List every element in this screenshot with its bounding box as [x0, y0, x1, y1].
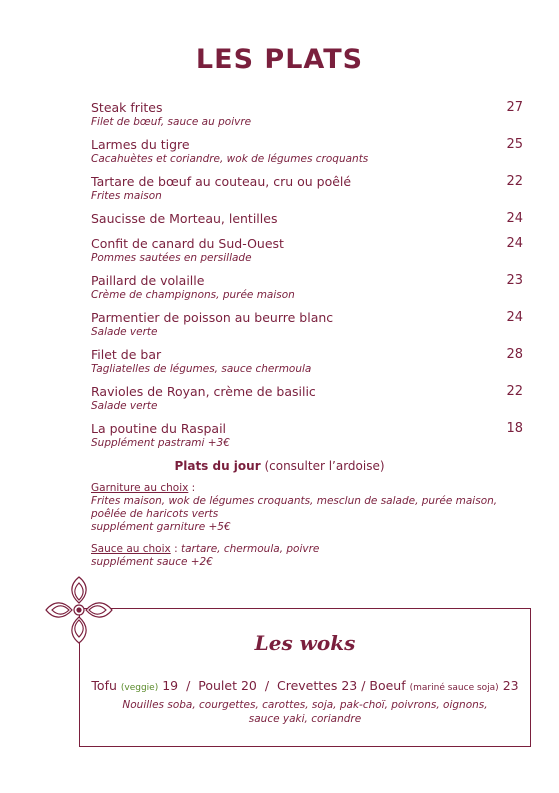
- dish-description: Frites maison: [91, 190, 162, 202]
- garniture-supplement: supplément garniture +5€: [91, 521, 231, 533]
- menu-item: [91, 273, 523, 302]
- separator: /: [186, 678, 191, 693]
- dish-price: 22: [506, 174, 523, 189]
- dish-description: Tagliatelles de légumes, sauce chermoula: [91, 363, 312, 375]
- dish-name: Saucisse de Morteau, lentilles: [91, 211, 278, 226]
- woks-desc-line1: Nouilles soba, courgettes, carottes, soja, pak-choï, poivrons, oignons,: [122, 699, 488, 711]
- garniture-options-cont: poêlée de haricots verts: [91, 508, 219, 520]
- sauce-supplement: supplément sauce +2€: [91, 556, 213, 568]
- menu-item: [91, 236, 523, 265]
- dish-price: 27: [506, 100, 523, 115]
- separator: /: [264, 678, 270, 693]
- wok-crevettes-boeuf: Crevettes 23 / Boeuf: [276, 678, 406, 693]
- plats-du-jour: [0, 459, 559, 473]
- dish-name: Parmentier de poisson au beurre blanc: [91, 310, 334, 325]
- veggie-tag: (veggie): [120, 683, 159, 693]
- dish-description: Filet de bœuf, sauce au poivre: [91, 116, 252, 128]
- garniture-separator: :: [188, 482, 196, 494]
- wok-poulet: Poulet 20: [198, 678, 257, 693]
- plats-du-jour-label: Plats du jour: [174, 459, 261, 473]
- woks-desc-line2: sauce yaki, coriandre: [248, 713, 362, 725]
- dish-name: La poutine du Raspail: [91, 421, 227, 436]
- dish-name: Steak frites: [91, 100, 163, 115]
- dish-name: Confit de canard du Sud-Ouest: [91, 236, 284, 251]
- menu-item: [91, 100, 523, 129]
- menu-item: [91, 174, 523, 203]
- woks-title: Les woks: [254, 631, 356, 655]
- dish-name: Ravioles de Royan, crème de basilic: [91, 384, 316, 399]
- menu-item: [91, 211, 523, 227]
- page-title: LES PLATS: [195, 44, 364, 75]
- dish-name: Paillard de volaille: [91, 273, 205, 288]
- dish-price: 22: [506, 384, 523, 399]
- dish-name: Tartare de bœuf au couteau, cru ou poêlé: [91, 174, 352, 189]
- menu-item: [91, 310, 523, 339]
- woks-prices: [79, 678, 531, 693]
- sauce-block: [91, 543, 531, 569]
- dish-price: 24: [506, 236, 523, 251]
- sauce-separator: :: [170, 543, 181, 555]
- menu-item: [91, 347, 523, 376]
- plats-du-jour-note: (consulter l’ardoise): [260, 459, 385, 473]
- dish-description: Cacahuètes et coriandre, wok de légumes croquants: [91, 153, 369, 165]
- dish-price: 24: [506, 310, 523, 325]
- dish-description: Pommes sautées en persillade: [91, 252, 252, 264]
- garniture-block: [91, 482, 531, 534]
- dish-name: Filet de bar: [91, 347, 162, 362]
- dish-price: 25: [506, 137, 523, 152]
- dish-price: 23: [506, 273, 523, 288]
- wok-tofu-price: 19: [162, 678, 179, 693]
- dish-description: Salade verte: [91, 400, 158, 412]
- garniture-options: Frites maison, wok de légumes croquants, mesclun de salade, purée maison,: [91, 495, 498, 507]
- sauce-options: tartare, chermoula, poivre: [180, 543, 320, 555]
- menu-item: [91, 137, 523, 166]
- menu-item: [91, 421, 523, 450]
- wok-boeuf-price: 23: [502, 678, 519, 693]
- dish-price: 18: [506, 421, 523, 436]
- sides-section: [91, 482, 531, 578]
- dish-description: Supplément pastrami +3€: [91, 437, 230, 449]
- dish-description: Salade verte: [91, 326, 158, 338]
- menu-item: [91, 384, 523, 413]
- dish-description: Crème de champignons, purée maison: [91, 289, 295, 301]
- garniture-label: Garniture au choix: [91, 482, 189, 494]
- wok-tofu: Tofu: [91, 678, 117, 693]
- dish-price: 24: [506, 211, 523, 226]
- dish-price: 28: [506, 347, 523, 362]
- boeuf-tag: (mariné sauce soja): [409, 683, 499, 693]
- woks-description: [110, 698, 500, 726]
- sauce-label: Sauce au choix: [91, 543, 171, 555]
- dish-name: Larmes du tigre: [91, 137, 190, 152]
- dish-list: [91, 100, 523, 458]
